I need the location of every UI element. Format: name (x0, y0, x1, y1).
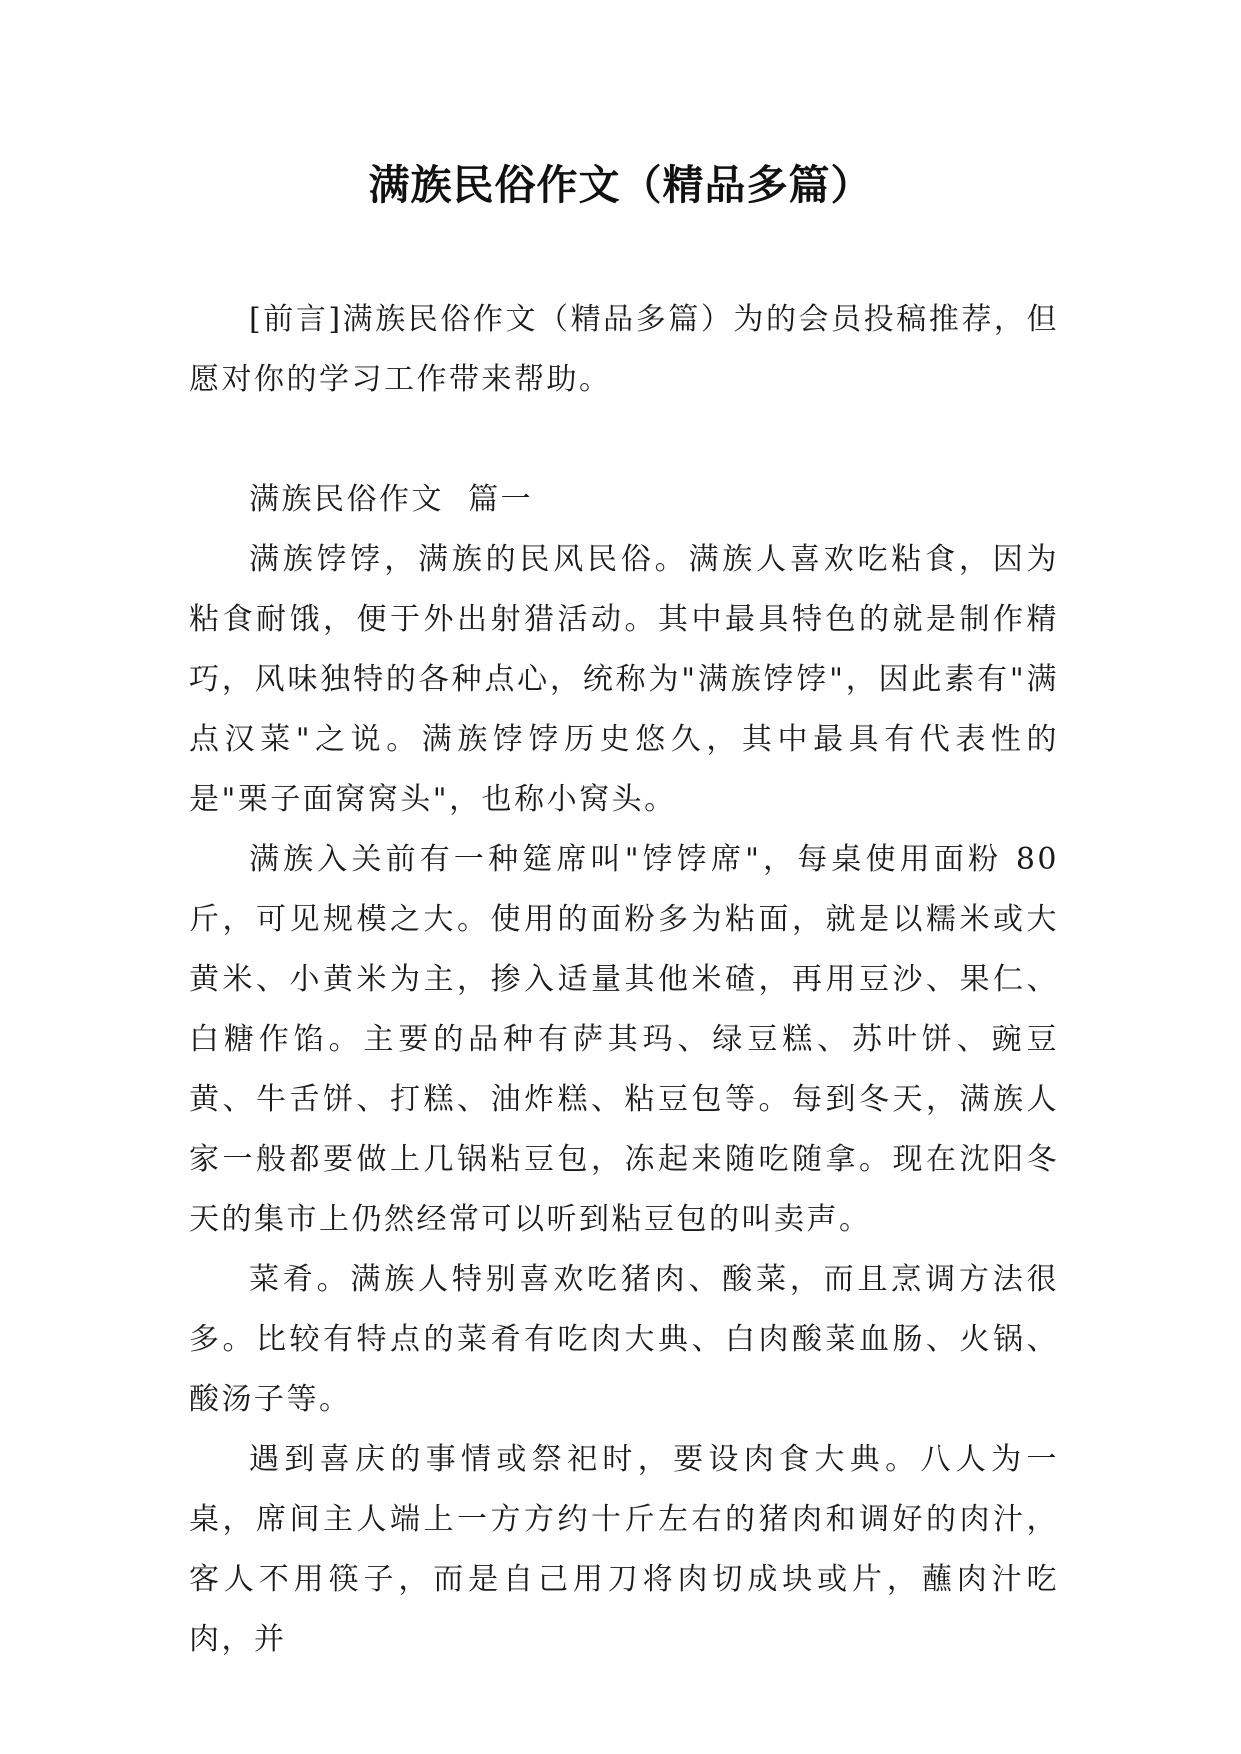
blank-line (189, 410, 1059, 470)
section-heading: 满族民俗作文 篇一 (249, 482, 534, 517)
body-paragraph: 遇到喜庆的事情或祭祀时，要设肉食大典。八人为一桌，席间主人端上一方方约十斤左右的猪肉和调好的肉汁，客人不用筷子，而是自己用刀将肉切成块或片，蘸肉汁吃肉，并 (189, 1442, 1059, 1657)
document-title: 满族民俗作文（精品多篇） (368, 161, 873, 209)
document-body (189, 290, 1059, 1670)
body-paragraph: 满族入关前有一种筵席叫"饽饽席"，每桌使用面粉 80 斤，可见规模之大。使用的面粉多为粘面，就是以糯米或大黄米、小黄米为主，掺入适量其他米碴，再用豆沙、果仁、白糖作馅。主要的品种有萨其玛、绿豆糕、苏叶饼、豌豆黄、牛舌饼、打糕、油炸糕、粘豆包等。每到冬天，满族人家一般都要做上几锅粘豆包，冻起来随吃随拿。现在沈阳冬天的集市上仍然经常可以听到粘豆包的叫卖声。 (189, 842, 1059, 1237)
body-paragraph: 满族饽饽，满族的民风民俗。满族人喜欢吃粘食，因为粘食耐饿，便于外出射猎活动。其中最具特色的就是制作精巧，风味独特的各种点心，统称为"满族饽饽"，因此素有"满点汉菜"之说。满族饽饽历史悠久，其中最具有代表性的是"栗子面窝窝头"，也称小窝头。 (189, 542, 1059, 817)
body-paragraph: 菜肴。满族人特别喜欢吃猪肉、酸菜，而且烹调方法很多。比较有特点的菜肴有吃肉大典、白肉酸菜血肠、火锅、酸汤子等。 (189, 1262, 1059, 1417)
preface-paragraph: [前言]满族民俗作文（精品多篇）为的会员投稿推荐，但愿对你的学习工作带来帮助。 (189, 302, 1059, 397)
